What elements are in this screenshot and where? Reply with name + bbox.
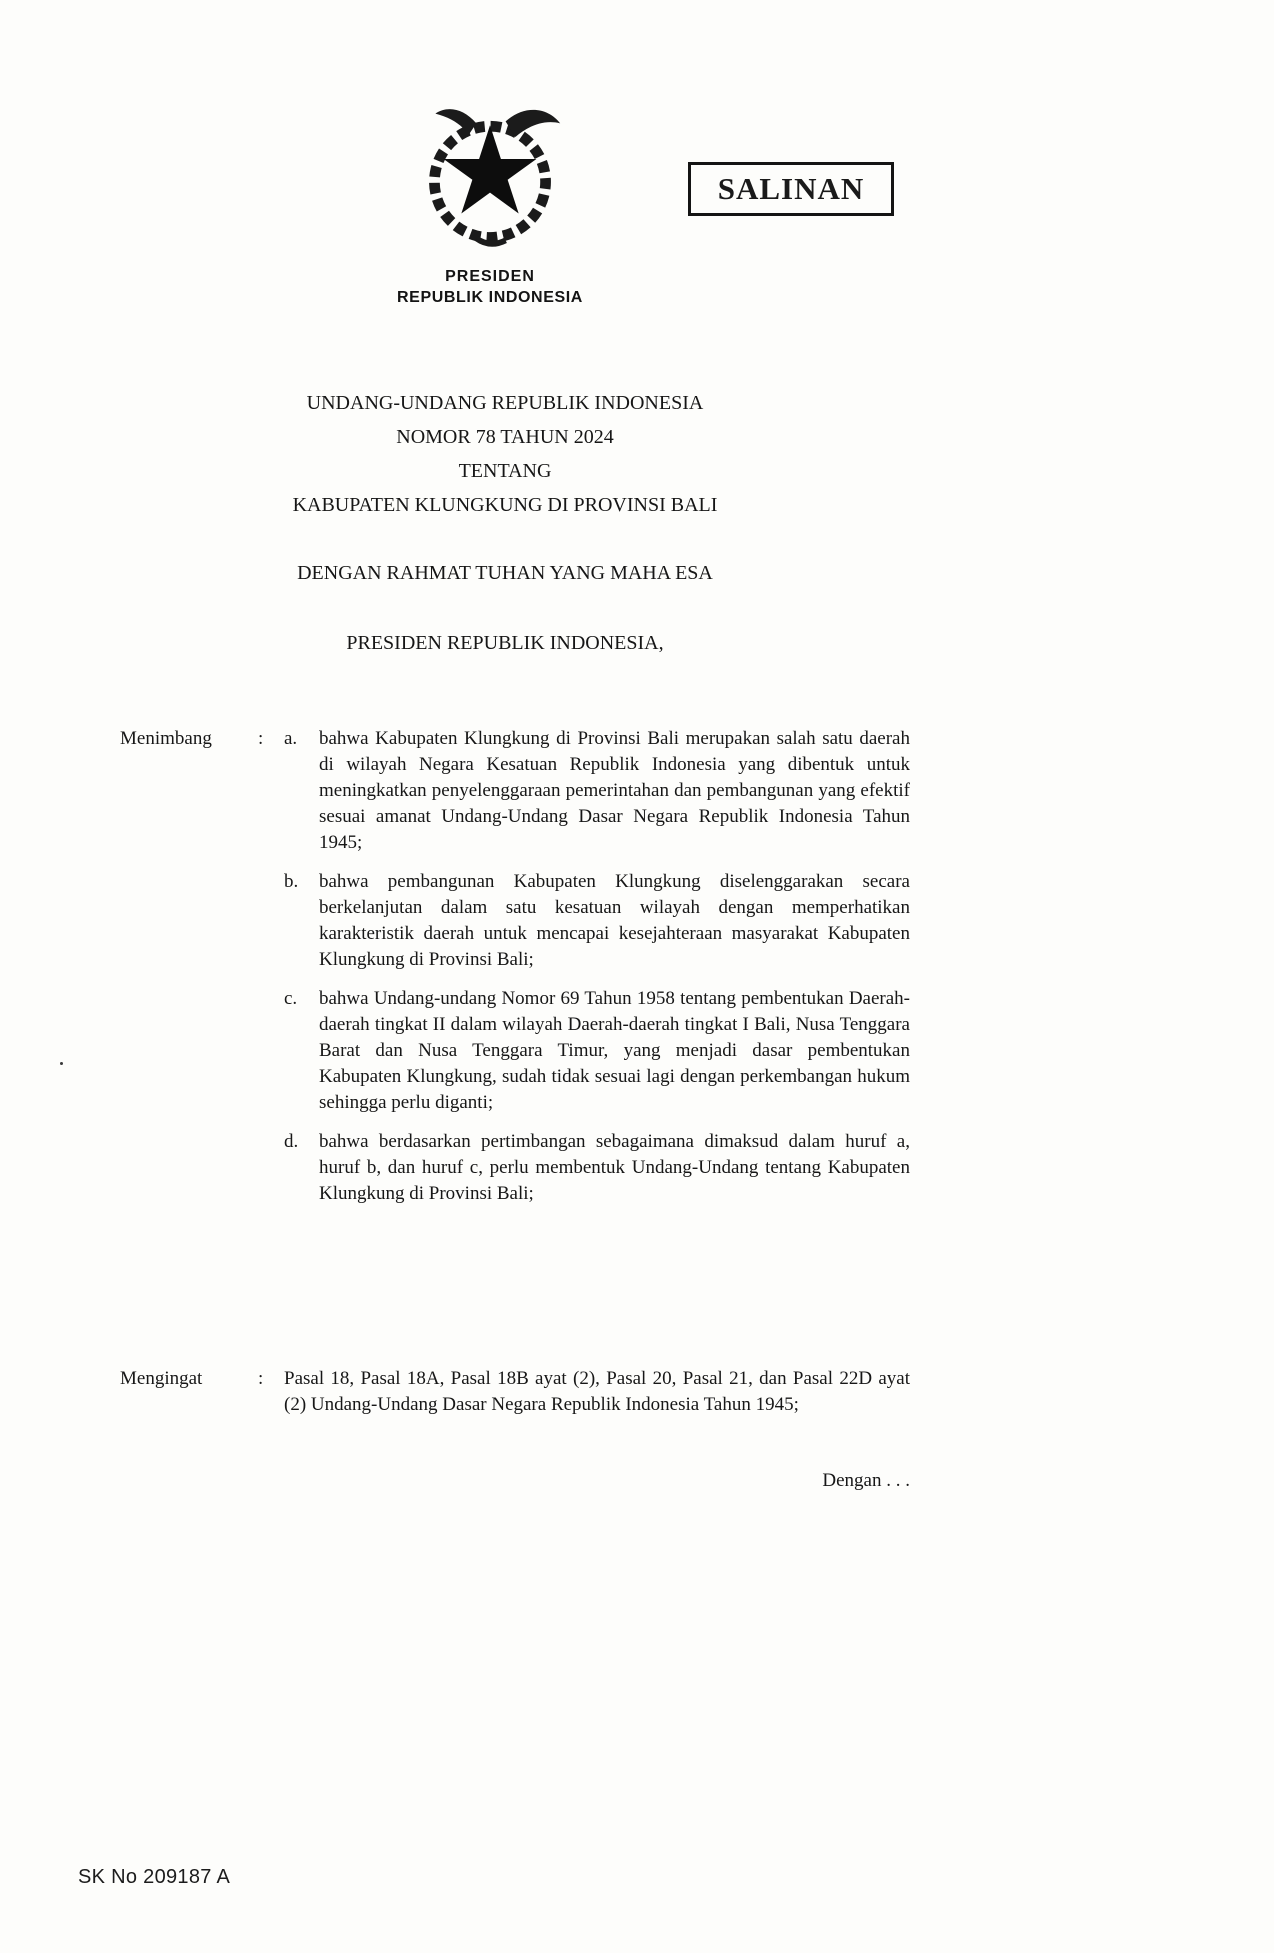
continuation-catchword: Dengan . . .	[822, 1470, 910, 1491]
considering-item-c	[120, 986, 910, 1116]
recalling-label: Mengingat	[120, 1368, 203, 1389]
letterhead	[340, 266, 640, 308]
title-line-number: NOMOR 78 TAHUN 2024	[396, 426, 614, 448]
title-authority: PRESIDEN REPUBLIK INDONESIA,	[346, 632, 664, 654]
considering-item-a	[120, 726, 910, 856]
considering-item-b	[120, 869, 910, 973]
recalling-section	[120, 1366, 910, 1418]
item-text: bahwa Kabupaten Klungkung di Provinsi Bali merupakan salah satu daerah di wilayah Negara Kesatuan Republik Indonesia yang dibentuk untuk meningkatkan penyelenggaraan pemerintahan dan pembangunan yang efektif sesuai amanat Undang-Undang Dasar Negara Republik Indonesia Tahun 1945;	[319, 728, 910, 853]
item-text: bahwa berdasarkan pertimbangan sebagaimana dimaksud dalam huruf a, huruf b, dan huruf c, perlu membentuk Undang-Undang tentang Kabupaten Klungkung di Provinsi Bali;	[319, 1131, 910, 1204]
title-line-tentang: TENTANG	[458, 460, 552, 482]
salinan-stamp-label: SALINAN	[717, 171, 865, 206]
presidential-emblem-icon	[412, 98, 568, 254]
considering-item-d	[120, 1129, 910, 1207]
title-line-subject: KABUPATEN KLUNGKUNG DI PROVINSI BALI	[292, 494, 718, 516]
item-text: bahwa Undang-undang Nomor 69 Tahun 1958 tentang pembentukan Daerah-daerah tingkat II dalam wilayah Daerah-daerah tingkat I Bali, Nusa Tenggara Barat dan Nusa Tenggara Timur, yang menjadi dasar pembentukan Kabupaten Klungkung, sudah tidak sesuai lagi dengan perkembangan hukum sehingga perlu diganti;	[319, 988, 910, 1113]
considering-section	[120, 726, 910, 1207]
document-code-footer: SK No 209187 A	[78, 1866, 231, 1888]
considering-label: Menimbang	[120, 728, 212, 749]
letterhead-republik-indonesia: REPUBLIK INDONESIA	[397, 289, 583, 306]
title-line-1: UNDANG-UNDANG REPUBLIK INDONESIA	[306, 392, 704, 414]
item-marker: b.	[284, 871, 299, 892]
salinan-stamp	[688, 162, 894, 216]
document-title-block	[205, 386, 805, 660]
item-marker: c.	[284, 988, 298, 1009]
item-text: bahwa pembangunan Kabupaten Klungkung diselenggarakan secara berkelanjutan dalam satu kesatuan wilayah dengan memperhatikan karakteristik daerah untuk mencapai kesejahteraan masyarakat Kabupaten Klungkung di Provinsi Bali;	[319, 871, 910, 970]
title-invocation: DENGAN RAHMAT TUHAN YANG MAHA ESA	[297, 562, 713, 584]
item-marker: d.	[284, 1131, 299, 1152]
letterhead-presiden: PRESIDEN	[445, 268, 535, 285]
recalling-text: Pasal 18, Pasal 18A, Pasal 18B ayat (2), Pasal 20, Pasal 21, dan Pasal 22D ayat (2) Undang-Undang Dasar Negara Republik Indonesia Tahun 1945;	[284, 1368, 910, 1415]
recalling-colon: :	[258, 1368, 264, 1389]
item-marker: a.	[284, 728, 298, 749]
considering-colon: :	[258, 728, 264, 749]
scan-artifact-dot	[60, 1062, 63, 1065]
